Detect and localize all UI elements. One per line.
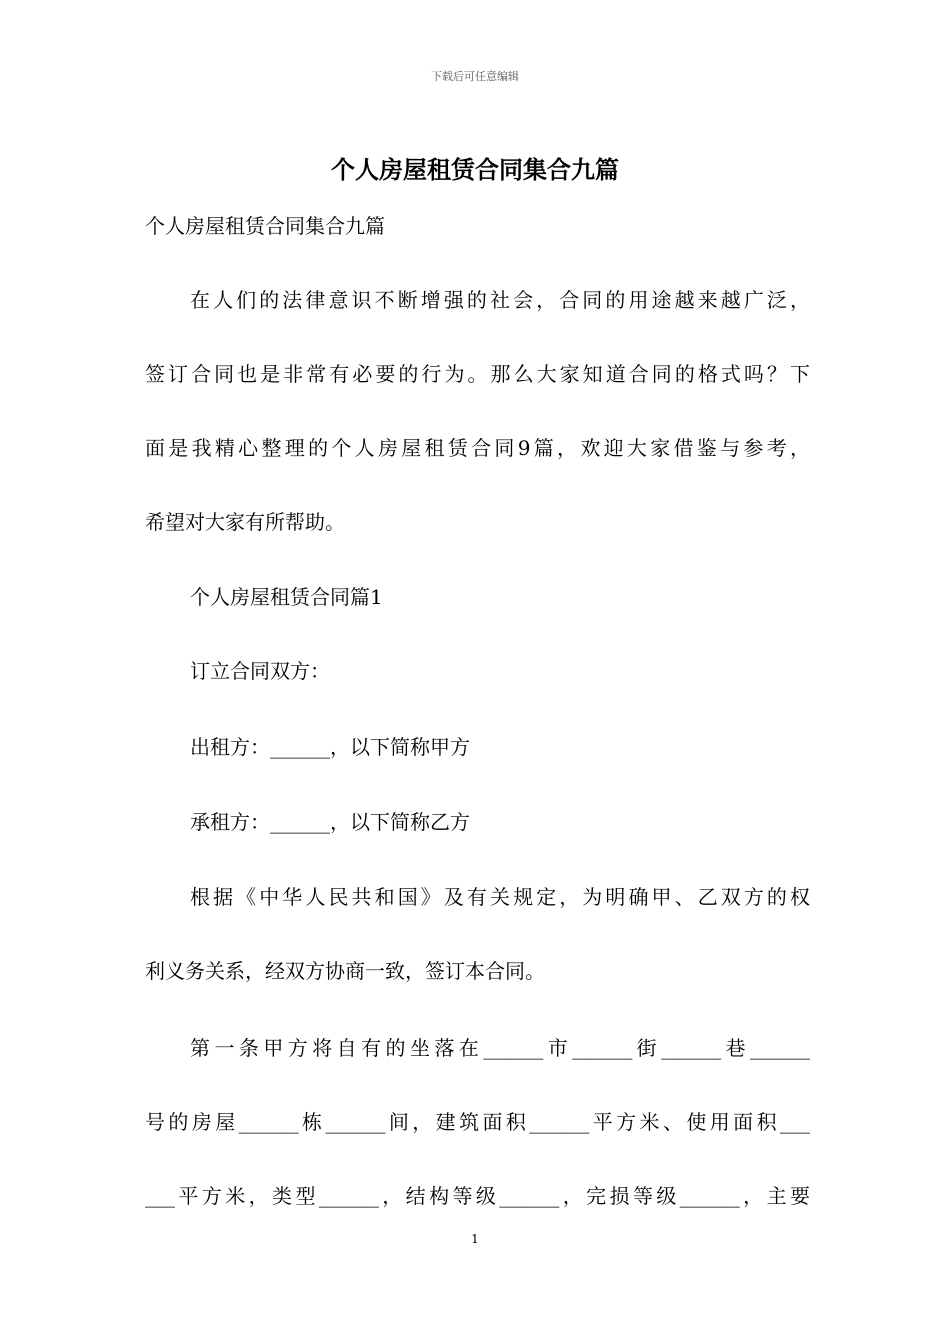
lessee-line: 承租方：______，以下简称乙方 [190,810,470,834]
paragraph-line: 在人们的法律意识不断增强的社会，合同的用途越来越广泛， [190,288,810,312]
paragraph-line: 号的房屋______栋______间，建筑面积______平方米、使用面积___ [145,1110,810,1134]
paragraph-line: 根据《中华人民共和国》及有关规定，为明确甲、乙双方的权 [190,885,810,909]
paragraph-line: 利义务关系，经双方协商一致，签订本合同。 [145,959,545,983]
paragraph-line: 面是我精心整理的个人房屋租赁合同9篇，欢迎大家借鉴与参考， [145,436,810,460]
paragraph-line: 订立合同双方： [190,659,330,683]
paragraph-line: 希望对大家有所帮助。 [145,510,345,534]
lessor-line: 出租方：______，以下简称甲方 [190,735,470,759]
paragraph-line: 第一条甲方将自有的坐落在______市______街______巷______ [190,1036,810,1060]
section-heading: 个人房屋租赁合同篇1 [190,585,383,609]
page-number: 1 [471,1232,479,1246]
header-note: 下载后可任意编辑 [431,70,519,83]
document-title: 个人房屋租赁合同集合九篇 [331,155,619,184]
paragraph-line: 签订合同也是非常有必要的行为。那么大家知道合同的格式吗？下 [145,362,810,386]
paragraph-line: ___平方米，类型______，结构等级______，完损等级______，主要 [145,1184,810,1208]
subtitle-line: 个人房屋租赁合同集合九篇 [145,214,385,238]
